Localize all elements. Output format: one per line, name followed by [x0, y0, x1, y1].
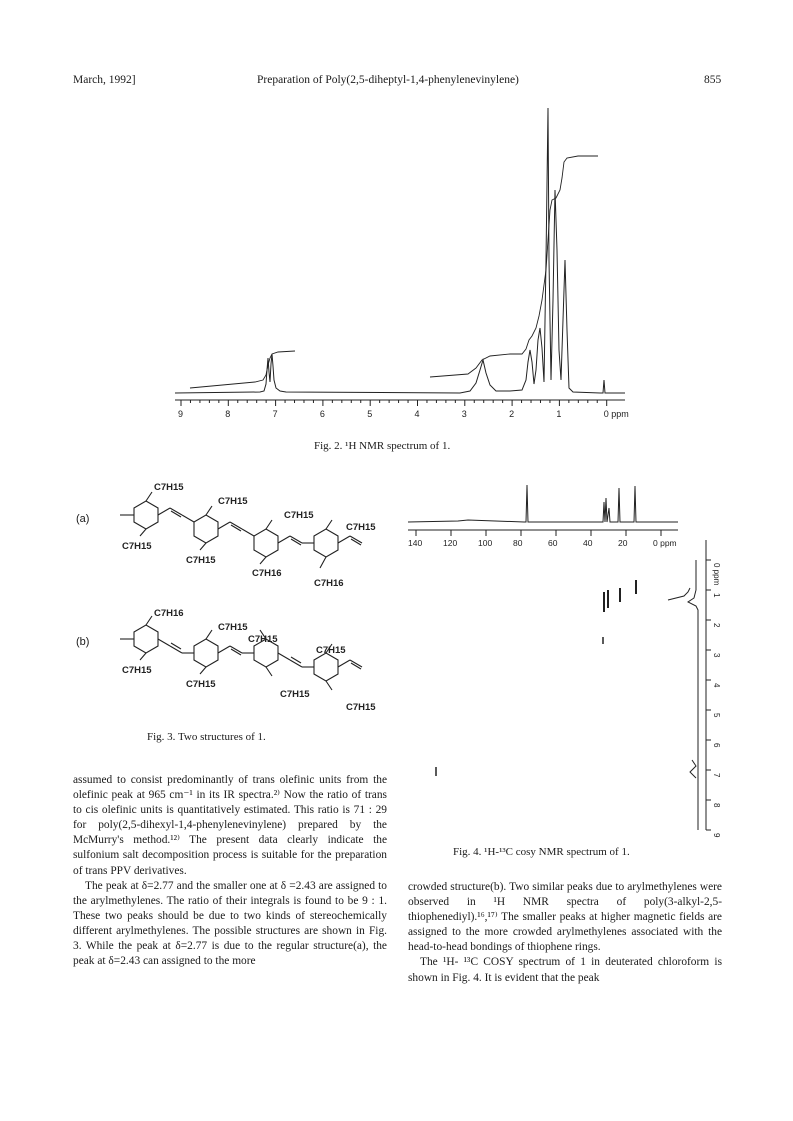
fig2-integral-aliphatic [430, 156, 598, 377]
right-paragraph-2: The ¹H- ¹³C COSY spectrum of 1 in deuterated chloroform is shown in Fig. 4. It is evident that the peak [408, 956, 722, 984]
subst-b5: C7H15 [248, 634, 278, 645]
fig4-x-tick-label: 40 [583, 538, 593, 548]
subst-b2: C7H15 [122, 665, 152, 676]
subst-a4: C7H15 [186, 555, 216, 566]
fig4-y-tick-label: 6 [712, 743, 721, 748]
left-column [73, 773, 387, 969]
subst-b1: C7H16 [154, 608, 184, 619]
fig2-tick-label: 5 [367, 409, 373, 419]
fig4-x-tick-label: 120 [443, 538, 458, 548]
subst-a7: C7H15 [346, 522, 376, 533]
running-header-title: Preparation of Poly(2,5-diheptyl-1,4-phenylenevinylene) [257, 74, 519, 86]
subst-a3: C7H15 [218, 496, 248, 507]
left-paragraph-2: The peak at δ=2.77 and the smaller one at δ =2.43 are assigned to the arylmethylenes. The ratio of their integrals is found to be 9 : 1. These two peaks should be due to two kinds of stereochemically different arylmethylenes. The possible structures are shown in Fig. 3. While the peak at δ=2.77 is due to the regular structure(a), the peak at δ=2.43 can assigned to the more [73, 879, 387, 968]
fig2-tick-label: 8 [225, 409, 231, 419]
fig4-y-tick-label: 7 [712, 773, 721, 778]
fig4-y-tick-label: 1 [712, 593, 721, 598]
fig4-x-tick-label: 0 ppm [653, 538, 677, 548]
page-number: 855 [704, 74, 722, 86]
subst-a1: C7H15 [154, 482, 184, 493]
fig2-tick-label: 2 [509, 409, 515, 419]
fig2-tick-label: 0 ppm [603, 409, 629, 419]
fig2-tick-label: 1 [556, 409, 562, 419]
fig4-y-tick-label: 4 [712, 683, 721, 688]
fig2-tick-label: 9 [178, 409, 184, 419]
fig4-x-tick-label: 80 [513, 538, 523, 548]
fig2-caption: Fig. 2. ¹H NMR spectrum of 1. [314, 440, 451, 452]
fig2-integral-aromatic [190, 351, 295, 388]
fig4-carbon-trace [408, 485, 678, 522]
fig4-cosy-spectrum [398, 480, 728, 838]
right-paragraph-1: crowded structure(b). Two similar peaks due to arylmethylenes were observed in ¹H NMR spectra of poly(3-alkyl-2,5-thiophenediyl).¹⁶,¹⁷⁾ The smaller peaks at higher magnetic fields are assigned to the more crowded arylmethylenes associated with the head-to-head bondings of thiophene rings. [408, 881, 722, 954]
fig2-tick-label: 7 [272, 409, 278, 419]
fig4-y-tick-label: 9 [712, 833, 721, 838]
fig4-caption: Fig. 4. ¹H-¹³C cosy NMR spectrum of 1. [453, 846, 630, 858]
fig4-x-tick-label: 20 [618, 538, 628, 548]
fig4-y-tick-label: 0 ppm [712, 563, 721, 586]
subst-a2: C7H15 [122, 541, 152, 552]
subst-b8: C7H15 [346, 702, 376, 713]
subst-b4: C7H15 [186, 679, 216, 690]
structure-label-b: (b) [76, 636, 90, 648]
right-column [408, 880, 722, 986]
fig4-proton-trace [688, 560, 698, 830]
fig2-tick-label: 3 [461, 409, 467, 419]
fig3-caption: Fig. 3. Two structures of 1. [147, 731, 266, 743]
running-header-left: March, 1992] [73, 74, 136, 86]
fig4-y-tick-label: 5 [712, 713, 721, 718]
fig4-y-tick-label: 3 [712, 653, 721, 658]
fig4-x-tick-label: 100 [478, 538, 493, 548]
left-paragraph-1: assumed to consist predominantly of trans olefinic units from the olefinic peak at 965 cm⁻¹ in its IR spectra.²⁾ Now the ratio of trans to cis olefinic units is quantitatively estimated. This ratio is 71 : 29 for poly(2,5-dihexyl-1,4-phenylenevinylene) prepared by the McMurry's method.¹²⁾ The present data clearly indicate the sulfonium salt decomposition process is suitable for the preparation of trans PPV derivatives. [73, 774, 387, 877]
subst-a5: C7H15 [284, 510, 314, 521]
fig4-y-tick-label: 2 [712, 623, 721, 628]
subst-b3: C7H15 [218, 622, 248, 633]
fig4-x-tick-label: 60 [548, 538, 558, 548]
subst-a6: C7H16 [252, 568, 282, 579]
subst-a8: C7H16 [314, 578, 344, 589]
fig4-x-tick-label: 140 [408, 538, 423, 548]
fig2-spectrum-trace [175, 108, 625, 393]
subst-b6: C7H15 [280, 689, 310, 700]
fig3-structures [110, 478, 400, 718]
fig2-tick-label: 4 [414, 409, 420, 419]
fig2-nmr-spectrum [160, 100, 640, 425]
fig2-tick-label: 6 [319, 409, 325, 419]
fig4-y-tick-label: 8 [712, 803, 721, 808]
structure-label-a: (a) [76, 513, 90, 525]
subst-b7: C7H15 [316, 645, 346, 656]
